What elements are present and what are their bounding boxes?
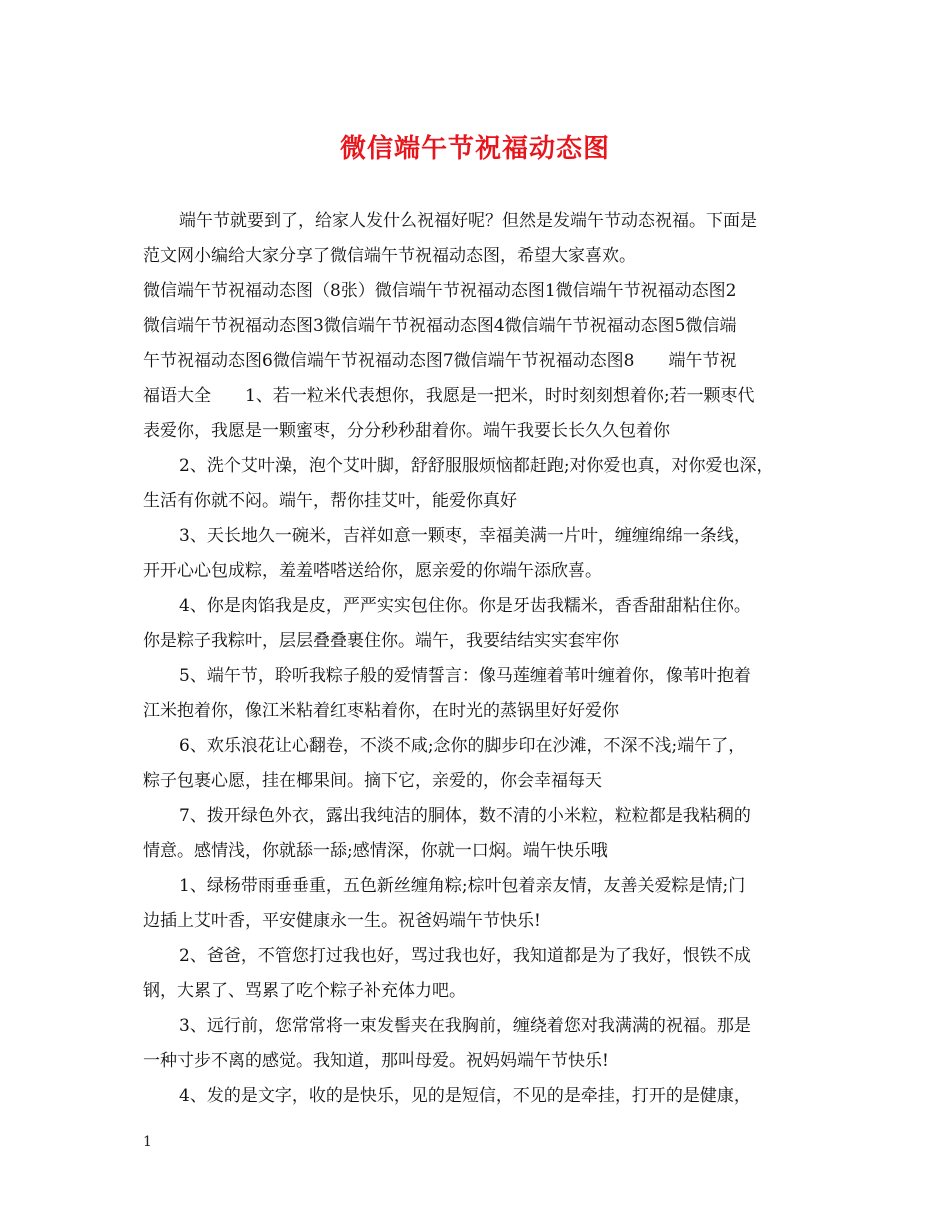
text-line: 粽子包裹心愿，挂在椰果间。摘下它，亲爱的，你会幸福每天 xyxy=(143,771,602,791)
page-number: 1 xyxy=(143,1134,152,1150)
text-line: 范文网小编给大家分享了微信端午节祝福动态图，希望大家喜欢。 xyxy=(143,246,636,266)
text-line: 开开心心包成粽，羞羞嗒嗒送给你，愿亲爱的你端午添欣喜。 xyxy=(143,561,602,581)
text-line: 钢，大累了、骂累了吃个粽子补充体力吧。 xyxy=(143,981,466,1001)
text-line: 1、绿杨带雨垂垂重，五色新丝缠角粽;棕叶包着亲友情，友善关爱粽是情;门 xyxy=(179,876,746,896)
text-line: 2、洗个艾叶澡，泡个艾叶脚，舒舒服服烦恼都赶跑;对你爱也真，对你爱也深， xyxy=(179,456,774,476)
document-body xyxy=(143,204,823,1114)
text-line: 端午节就要到了，给家人发什么祝福好呢？但然是发端午节动态祝福。下面是 xyxy=(179,211,757,231)
text-line: 4、发的是文字，收的是快乐，见的是短信，不见的是牵挂，打开的是健康， xyxy=(179,1086,751,1106)
text-line: 微信端午节祝福动态图3微信端午节祝福动态图4微信端午节祝福动态图5微信端 xyxy=(143,316,737,336)
text-line: 福语大全 1、若一粒米代表想你，我愿是一把米，时时刻刻想着你;若一颗枣代 xyxy=(143,386,755,406)
text-line: 5、端午节，聆听我粽子般的爱情誓言：像马莲缠着苇叶缠着你，像苇叶抱着 xyxy=(179,666,751,686)
text-line: 生活有你就不闷。端午，帮你挂艾叶，能爱你真好 xyxy=(143,491,517,511)
text-line: 一种寸步不离的感觉。我知道，那叫母爱。祝妈妈端午节快乐! xyxy=(143,1051,609,1071)
text-line: 2、爸爸，不管您打过我也好，骂过我也好，我知道都是为了我好，恨铁不成 xyxy=(179,946,751,966)
text-line: 微信端午节祝福动态图（8张）微信端午节祝福动态图1微信端午节祝福动态图2 xyxy=(143,281,737,301)
text-line: 7、拨开绿色外衣，露出我纯洁的胴体，数不清的小米粒，粒粒都是我粘稠的 xyxy=(179,806,751,826)
text-line: 边插上艾叶香，平安健康永一生。祝爸妈端午节快乐! xyxy=(143,911,541,931)
text-line: 你是粽子我粽叶，层层叠叠裹住你。端午，我要结结实实套牢你 xyxy=(143,631,619,651)
text-line: 表爱你，我愿是一颗蜜枣，分分秒秒甜着你。端午我要长长久久包着你 xyxy=(143,421,670,441)
text-line: 情意。感情浅，你就舔一舔;感情深，你就一口焖。端午快乐哦 xyxy=(143,841,608,861)
text-line: 4、你是肉馅我是皮，严严实实包住你。你是牙齿我糯米，香香甜甜粘住你。 xyxy=(179,596,751,616)
document-title: 微信端午节祝福动态图 xyxy=(339,134,610,164)
text-line: 江米抱着你，像江米粘着红枣粘着你，在时光的蒸锅里好好爱你 xyxy=(143,701,619,721)
text-line: 午节祝福动态图6微信端午节祝福动态图7微信端午节祝福动态图8 端午节祝 xyxy=(143,351,737,371)
text-line: 6、欢乐浪花让心翻卷，不淡不咸;念你的脚步印在沙滩，不深不浅;端午了， xyxy=(179,736,746,756)
text-line: 3、天长地久一碗米，吉祥如意一颗枣，幸福美满一片叶，缠缠绵绵一条线， xyxy=(179,526,751,546)
text-line: 3、远行前，您常常将一束发髻夹在我胸前，缠绕着您对我满满的祝福。那是 xyxy=(179,1016,751,1036)
